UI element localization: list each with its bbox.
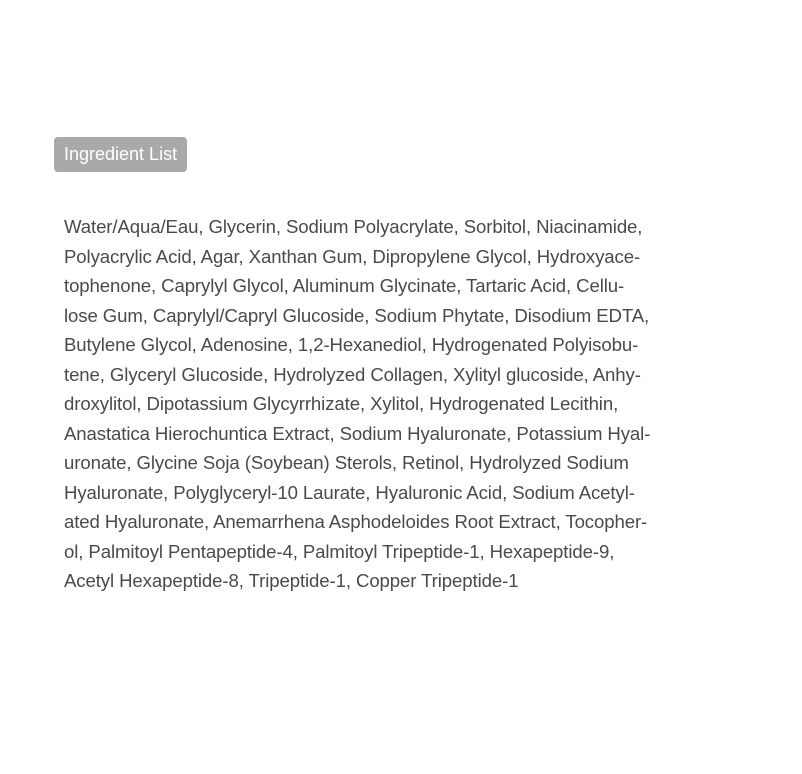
ingredient-line: tene, Glyceryl Glucoside, Hydrolyzed Collagen, Xylityl glucoside, Anhy- (64, 363, 641, 385)
ingredient-line: tophenone, Caprylyl Glycol, Aluminum Glycinate, Tartaric Acid, Cellu- (64, 275, 625, 296)
ingredient-line: ol, Palmitoyl Pentapeptide-4, Palmitoyl Tripeptide-1, Hexapeptide-9, (64, 540, 615, 562)
ingredient-line: Anastatica Hierochuntica Extract, Sodium Hyaluronate, Potassium Hyal- (64, 422, 651, 444)
ingredient-line: uronate, Glycine Soja (Soybean) Sterols, Retinol, Hydrolyzed Sodium (64, 452, 629, 473)
ingredient-line: Hyaluronate, Polyglyceryl-10 Laurate, Hyaluronic Acid, Sodium Acetyl- (64, 481, 635, 503)
ingredient-line: droxylitol, Dipotassium Glycyrrhizate, Xylitol, Hydrogenated Lecithin, (64, 393, 619, 414)
ingredient-line: Butylene Glycol, Adenosine, 1,2-Hexanediol, Hydrogenated Polyisobu- (64, 334, 639, 355)
ingredient-line: Polyacrylic Acid, Agar, Xanthan Gum, Dipropylene Glycol, Hydroxyace- (64, 245, 641, 267)
ingredient-list-label: Ingredient List (54, 137, 187, 172)
ingredient-list-text (64, 212, 764, 596)
ingredient-line: ated Hyaluronate, Anemarrhena Asphodeloides Root Extract, Tocopher- (64, 511, 648, 532)
ingredient-line: Acetyl Hexapeptide-8, Tripeptide-1, Copper Tripeptide-1 (64, 570, 519, 591)
ingredient-line: lose Gum, Caprylyl/Capryl Glucoside, Sodium Phytate, Disodium EDTA, (64, 304, 650, 326)
ingredient-line: Water/Aqua/Eau, Glycerin, Sodium Polyacrylate, Sorbitol, Niacinamide, (64, 216, 643, 237)
